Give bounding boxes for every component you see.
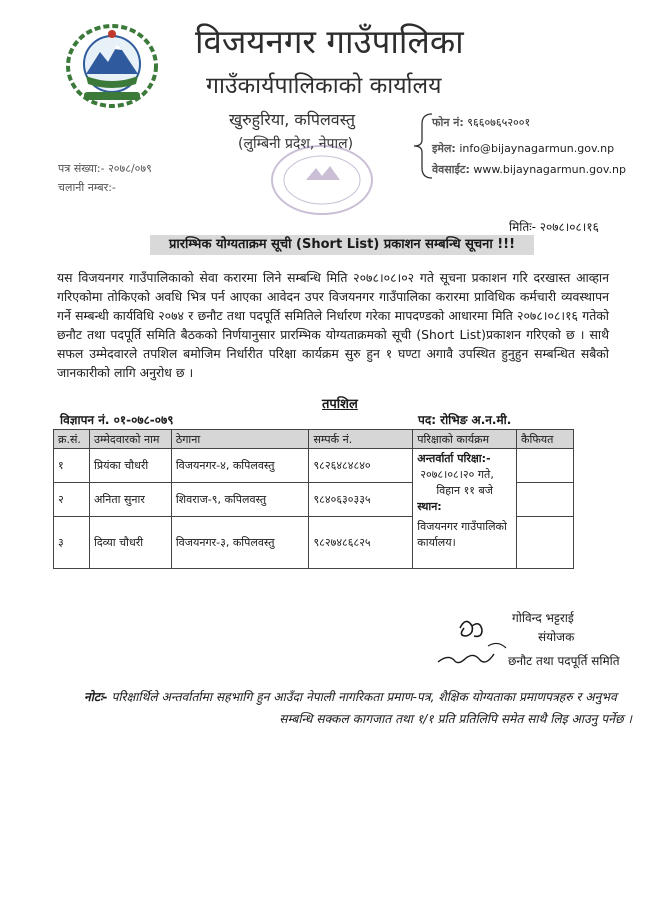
notice-title: प्रारम्भिक योग्यताक्रम सूची (Short List) प्रकाशन सम्बन्धि सूचना !!! [150,235,534,255]
candidate-table [53,429,574,569]
cell-remarks [517,449,574,483]
cell-contact: ९८२७४८६८२५ [309,517,413,569]
signatory-committee: छनौट तथा पदपूर्ति समिति [508,654,620,668]
note-line1: परिक्षार्थिले अन्तर्वार्तामा सहभागि हुन आउँदा नेपाली नागरिकता प्रमाण-पत्र, शैक्षिक योग्यताका प्रमाणपत्रहरु र अनुभव [111,690,617,704]
notice-body: यस विजयनगर गाउँपालिकाको सेवा करारमा लिने सम्बन्धि मिति २०७८।०८।०२ गते सूचना प्रकाशन गरि दरखास्त आव्हान गरिएकोमा तोकिएको अवधि भित्र पर्न आएका आवेदन उपर विजयनगर गाउँपालिका करारमा प्राविधिक कर्मचारी व्यवस्थापन गर्ने सम्बन्धी कार्यविधि २०७४ र छनौट तथा पदपूर्ति समितिले निर्धारण गरेका मापदण्डको आधारमा मिति २०७८।०८।१६ गतेको छनौट तथा पदपूर्ति समिति बैठकको निर्णयानुसार प्रारम्भिक योग्यताक्रमको सूची (Short List)प्रकाशन गरिएको छ । साथै सफल उम्मेदवारले तपशिल बमोजिम निर्धारीत परिक्षा कार्यक्रम सुरु हुन १ घण्टा अगावै उपस्थित हुनुहुन सम्बन्धित सबैको जानकारीको लागि अनुरोध छ । [57,270,609,380]
province-line: (लुम्बिनी प्रदेश, नेपाल) [238,136,354,152]
cell-address: विजयनगर-४, कपिलवस्तु [171,449,309,483]
cell-contact: ९८२६४८४८४० [309,449,413,483]
cell-name: अनिता सुनार [89,483,171,517]
email-line [432,141,614,156]
table-row [54,449,574,483]
cell-sn: २ [54,483,90,517]
office-name: गाउँकार्यपालिकाको कार्यालय [206,73,442,99]
cell-sn: ३ [54,517,90,569]
header-remarks: कैफियत [517,430,574,449]
venue-value: विजयनगर गाउँपालिको कार्यालय। [417,520,507,549]
header-contact: सम्पर्क नं. [309,430,413,449]
cell-sn: १ [54,449,90,483]
phone-value: ९६६०७६५२००१ [467,116,531,129]
cell-remarks [517,517,574,569]
interview-date: २०७८।०८।२० गते, [420,468,494,481]
municipality-name: विजयनगर गाउँपालिका [195,22,464,61]
interview-time: विहान ११ बजे [436,484,493,497]
header-address: ठेगाना [171,430,309,449]
signatory-role: संयोजक [538,630,575,644]
notice-date: मितिः- २०७८।०८।१६ [509,220,599,234]
footer-note [84,686,632,730]
email-value[interactable]: info@bijaynagarmun.gov.np [459,142,615,155]
cell-name: प्रियंका चौधरी [89,449,171,483]
cell-remarks [517,483,574,517]
cell-address: शिवराज-९, कपिलवस्तु [171,483,309,517]
venue-label: स्थान: [417,500,442,513]
municipality-emblem-logo [64,22,160,110]
header-name: उम्मेदवारको नाम [89,430,171,449]
phone-line [432,115,530,130]
email-label: इमेल: [432,142,456,155]
address-line: खुरुहुरिया, कपिलवस्तु [229,110,356,129]
handwritten-signature [428,614,520,672]
website-value[interactable]: www.bijaynagarmun.gov.np [473,163,626,176]
cell-contact: ९८४०६३०३३५ [309,483,413,517]
note-label: नोटः- [84,690,108,704]
post-name: पद: रोभिङ अ.न.मी. [418,413,512,427]
signatory-name: गोविन्द भट्टराई [512,611,574,625]
dispatch-number: चलानी नम्बर:- [58,181,116,194]
cell-exam-program [413,449,517,569]
website-label: वेवसाईट: [432,163,470,176]
details-heading: तपशिल [322,397,358,412]
website-line [432,162,626,177]
phone-label: फोन नं: [432,116,464,129]
header-exam-program: परिक्षाको कार्यक्रम [413,430,517,449]
interview-label: अन्तर्वार्ता परिक्षा:- [417,452,491,465]
cell-name: दिव्या चौधरी [89,517,171,569]
header-sn: क्र.सं. [54,430,90,449]
reference-number: पत्र संख्या:- २०७८/०७९ [58,162,152,175]
cell-address: विजयनगर-३, कपिलवस्तु [171,517,309,569]
table-header-row [54,430,574,449]
office-stamp [266,140,378,220]
advertisement-number: विज्ञापन नं. ०१-०७८-०७९ [60,413,174,427]
note-line2: सम्बन्धि सक्कल कागजात तथा १/१ प्रति प्रतिलिपि समेत साथै लिइ आउनु पर्नेछ । [279,712,632,726]
